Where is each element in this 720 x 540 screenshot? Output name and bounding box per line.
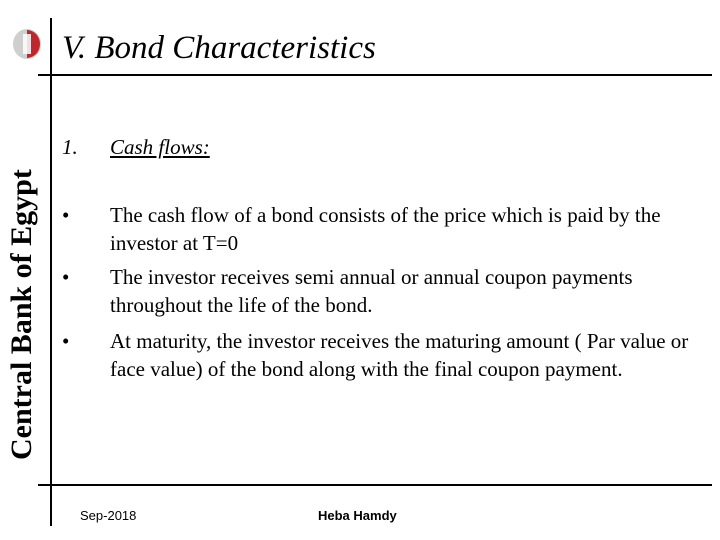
footer-author: Heba Hamdy [318, 508, 397, 523]
section-heading: Cash flows: [110, 135, 210, 159]
footer-date: Sep-2018 [80, 508, 137, 523]
slide-title: V. Bond Characteristics [62, 30, 376, 66]
vertical-divider [50, 18, 52, 526]
footer-divider [38, 484, 712, 486]
bullet-marker: • [62, 265, 70, 289]
section-number: 1. [62, 135, 78, 159]
bullet-text: At maturity, the investor receives the maturing amount ( Par value or face value) of the bond along with the final coupon payment. [110, 329, 689, 381]
sidebar-organization-name: Central Bank of Egypt [5, 169, 38, 460]
bullet-marker: • [62, 203, 70, 227]
bullet-text: The cash flow of a bond consists of the price which is paid by the investor at T=0 [110, 203, 661, 255]
title-divider [38, 74, 712, 76]
bullet-marker: • [62, 329, 70, 353]
bullet-text: The investor receives semi annual or annual coupon payments throughout the life of the bond. [110, 265, 633, 317]
